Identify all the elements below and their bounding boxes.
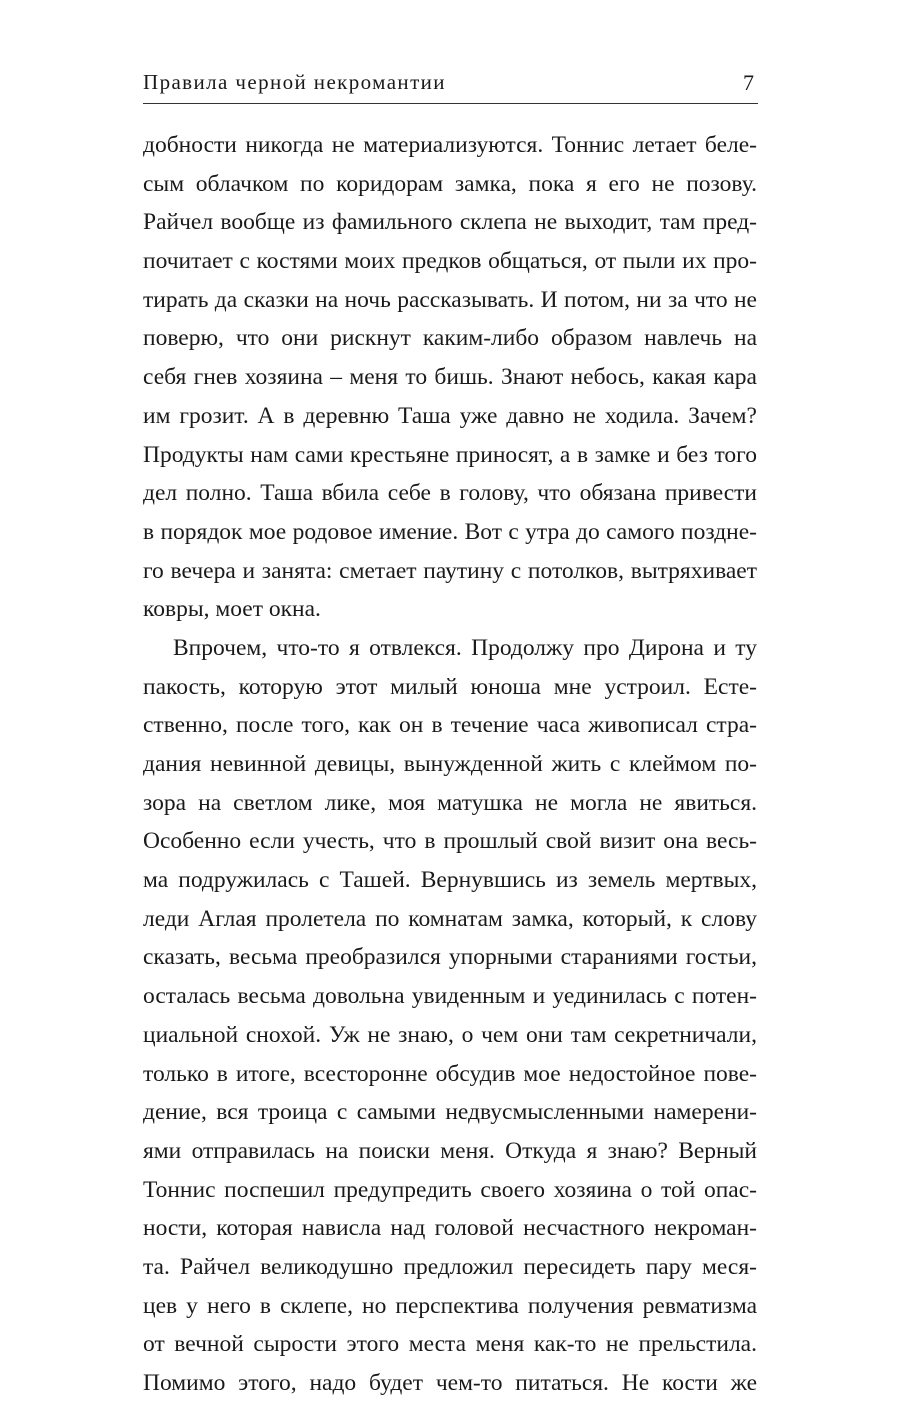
text-line: Особенно если учесть, что в прошлый свой визит она весь- (143, 828, 757, 855)
text-line: циальной снохой. Уж не знаю, о чем они там секретничали, (143, 1021, 757, 1048)
paragraph (143, 629, 757, 1403)
text-line: добности никогда не материализуются. Тоннис летает беле- (143, 132, 757, 158)
text-line: леди Аглая пролетела по комнатам замка, который, к слову (143, 905, 757, 932)
body-text (143, 126, 757, 1403)
text-line: Райчел вообще из фамильного склепа не выходит, там пред- (143, 209, 757, 236)
paragraph (143, 126, 757, 629)
text-line: тирать да сказки на ночь рассказывать. И потом, ни за что не (143, 286, 757, 313)
text-line: Помимо этого, надо будет чем-то питаться. Не кости же (143, 1370, 757, 1396)
text-line: им грозит. А в деревню Таша уже давно не ходила. Зачем? (143, 402, 757, 429)
text-line: поверю, что они рискнут каким-либо образом навлечь на (143, 325, 757, 352)
text-line: зора на светлом лике, моя матушка не могла не явиться. (143, 789, 757, 816)
text-line: осталась весьма довольна увиденным и уединилась с потен- (143, 983, 757, 1010)
text-line: ковры, моет окна. (143, 596, 321, 623)
text-line: от вечной сырости этого места меня как-то не прельстила. (143, 1331, 757, 1358)
running-title: Правила черной некромантии (143, 70, 446, 94)
text-line: Впрочем, что-то я отвлекся. Продолжу про Дирона и ту (173, 634, 757, 661)
page-number: 7 (743, 70, 754, 95)
text-line: дел полно. Таша вбила себе в голову, что обязана привести (143, 480, 757, 507)
page-header (143, 64, 758, 104)
text-line: цев у него в склепе, но перспектива получения ревматизма (143, 1292, 757, 1319)
text-line: Продукты нам сами крестьяне приносят, а в замке и без того (143, 441, 757, 468)
header-rule (143, 103, 758, 104)
text-line: только в итоге, всесторонне обсудив мое недостойное пове- (143, 1060, 757, 1087)
text-line: сказать, весьма преобразился упорными стараниями гостьи, (143, 944, 757, 971)
text-line: ственно, после того, как он в течение часа живописал стра- (143, 712, 757, 739)
text-line: в порядок мое родовое имение. Вот с утра до самого поздне- (143, 518, 757, 545)
text-line: ности, которая нависла над головой несчастного некроман- (143, 1215, 757, 1242)
text-line: ями отправилась на поиски меня. Откуда я знаю? Верный (143, 1137, 757, 1164)
text-line: себя гнев хозяина – меня то бишь. Знают небось, какая кара (143, 364, 757, 391)
text-line: почитает с костями моих предков общаться, от пыли их про- (143, 248, 757, 275)
text-line: Тоннис поспешил предупредить своего хозяина о той опас- (143, 1176, 757, 1203)
text-line: та. Райчел великодушно предложил пересидеть пару меся- (143, 1253, 757, 1280)
text-line: го вечера и занята: сметает паутину с потолков, вытряхивает (143, 557, 757, 584)
text-line: дания невинной девицы, вынужденной жить с клеймом по- (143, 751, 757, 777)
text-line: сым облачком по коридорам замка, пока я его не позову. (143, 170, 757, 197)
text-line: пакость, которую этот милый юноша мне устроил. Есте- (143, 673, 757, 700)
text-line: дение, вся троица с самыми недвусмысленными намерени- (143, 1099, 757, 1126)
text-line: ма подружилась с Ташей. Вернувшись из земель мертвых, (143, 867, 757, 894)
